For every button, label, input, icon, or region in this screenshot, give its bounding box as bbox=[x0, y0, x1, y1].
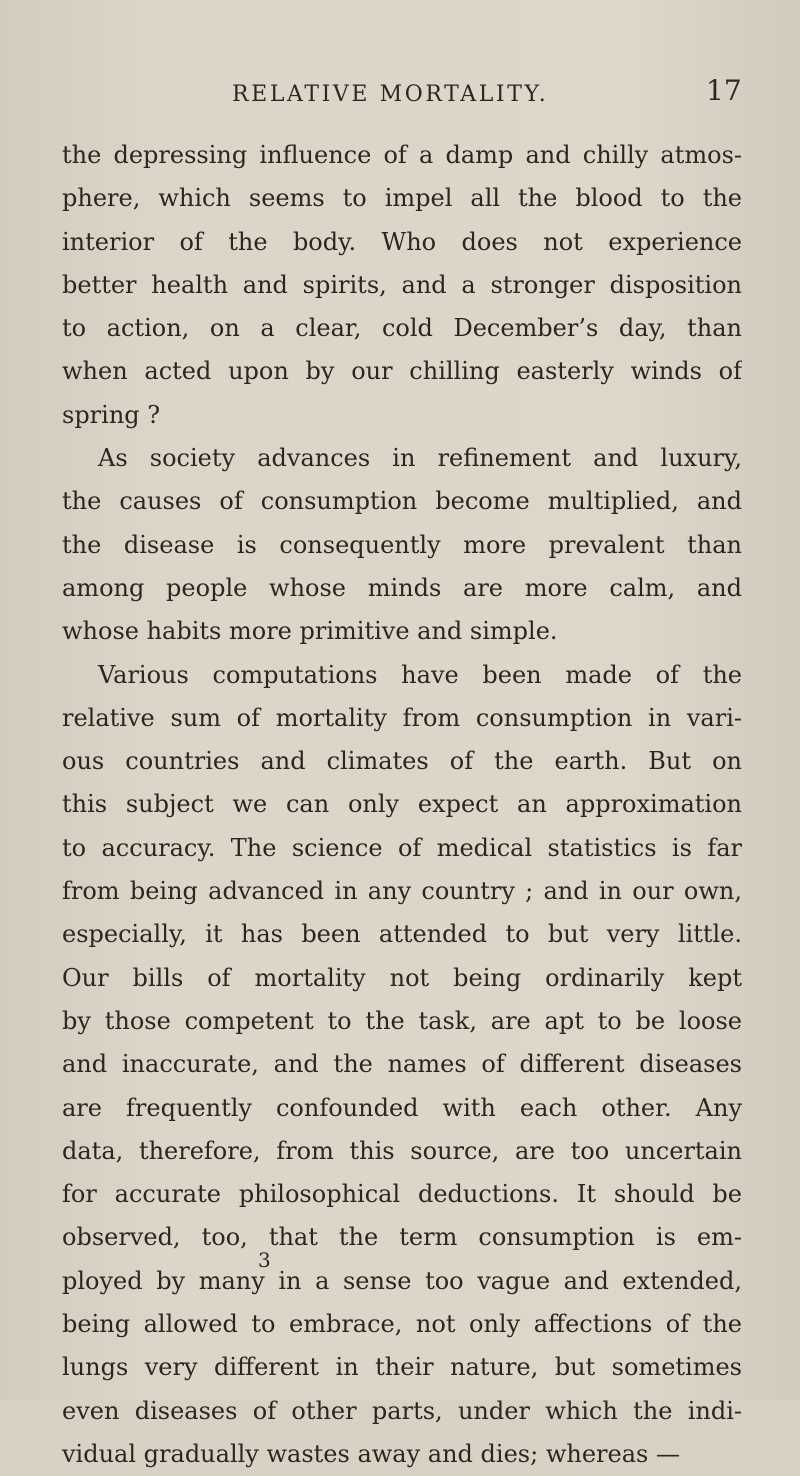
text-line: when acted upon by our chilling easterly winds of bbox=[62, 357, 742, 386]
text-line: whose habits more primitive and simple. bbox=[62, 617, 558, 646]
text-line: ployed by many in a sense too vague and extended, bbox=[62, 1266, 742, 1295]
text-line: phere, which seems to impel all the blood to the bbox=[62, 184, 742, 213]
page-number: 17 bbox=[706, 74, 742, 107]
text-line: spring ? bbox=[62, 400, 161, 429]
text-line: the depressing influence of a damp and chilly atmos- bbox=[62, 141, 742, 169]
running-head: RELATIVE MORTALITY. bbox=[232, 82, 549, 107]
paragraph-start: Various computations have been made of the bbox=[98, 660, 742, 689]
text-line: relative sum of mortality from consumption in vari- bbox=[62, 703, 742, 732]
signature-mark: 3 bbox=[258, 1248, 271, 1272]
text-line: being allowed to embrace, not only affections of the bbox=[62, 1310, 742, 1339]
text-line: observed, too, that the term consumption is em- bbox=[62, 1223, 742, 1252]
text-line: interior of the body. Who does not experience bbox=[62, 227, 742, 256]
text-line: among people whose minds are more calm, and bbox=[62, 573, 742, 602]
text-line: by those competent to the task, are apt to be loose bbox=[62, 1006, 742, 1035]
body-text bbox=[62, 134, 742, 1476]
text-line: this subject we can only expect an approximation bbox=[62, 790, 742, 819]
text-line: especially, it has been attended to but very little. bbox=[62, 920, 742, 949]
text-line: Our bills of mortality not being ordinarily kept bbox=[62, 963, 742, 992]
text-line: from being advanced in any country ; and in our own, bbox=[62, 877, 742, 906]
text-line: ous countries and climates of the earth. But on bbox=[62, 747, 742, 776]
text-line: are frequently confounded with each other. Any bbox=[62, 1093, 742, 1122]
text-line: and inaccurate, and the names of different diseases bbox=[62, 1050, 742, 1079]
text-line: to accuracy. The science of medical statistics is far bbox=[62, 833, 742, 862]
text-line: the disease is consequently more prevalent than bbox=[62, 530, 742, 559]
text-line: data, therefore, from this source, are too uncertain bbox=[62, 1136, 742, 1165]
text-line: lungs very different in their nature, but sometimes bbox=[62, 1353, 742, 1382]
text-line: the causes of consumption become multiplied, and bbox=[62, 487, 742, 516]
text-line: to action, on a clear, cold December’s day, than bbox=[62, 314, 742, 343]
text-line: better health and spirits, and a stronger disposition bbox=[62, 270, 742, 299]
text-line: vidual gradually wastes away and dies; whereas — bbox=[62, 1439, 680, 1468]
paragraph-start: As society advances in refinement and luxury, bbox=[98, 444, 742, 473]
text-line: for accurate philosophical deductions. It should be bbox=[62, 1180, 742, 1209]
text-line: even diseases of other parts, under which the indi- bbox=[62, 1396, 742, 1425]
